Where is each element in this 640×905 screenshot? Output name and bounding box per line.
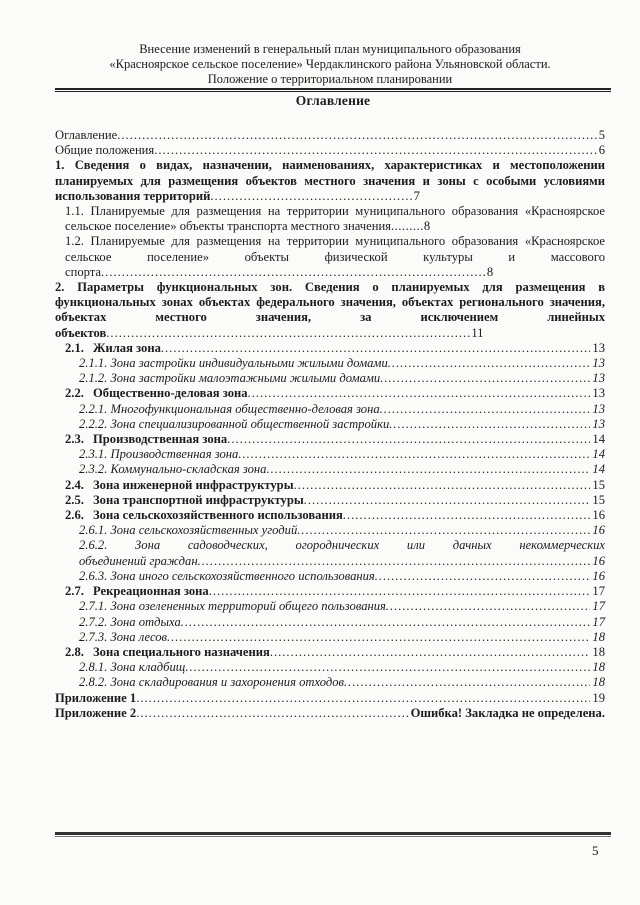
- page-number: 5: [592, 843, 599, 858]
- toc-entry-page: 13: [592, 371, 605, 386]
- toc-entry-number: 2.1.2.: [79, 371, 108, 386]
- toc-entry-page: 18: [592, 660, 605, 675]
- toc-entry-page: 14: [592, 447, 605, 462]
- toc-entry-section-2[interactable]: 2. Параметры функциональных зон. Сведения о планируемых для размещения в функциональных зонах объектах федерального значения, объектах регионального значения, объектах местного значения, за исключением линейных объектов........................................................................................11: [55, 280, 605, 340]
- toc-entry-number: 2.8.1.: [79, 660, 108, 675]
- toc-entry-number: 2.2.: [65, 386, 84, 401]
- toc-entry-text: Многофункциональная общественно-деловая зона: [110, 401, 380, 416]
- toc-entry-page: 18: [592, 629, 605, 644]
- toc-entry-1-1[interactable]: 1.1. Планируемые для размещения на территории муниципального образования «Красноярское сельское поселение» объекты транспорта местного значения.........8: [65, 204, 605, 234]
- toc-entry-page: 8: [423, 219, 431, 234]
- toc-entry-number: 2.7.3.: [79, 629, 108, 644]
- toc-entry-text-line2: объединений граждан: [79, 553, 198, 568]
- toc-entry-1-2[interactable]: 1.2. Планируемые для размещения на территории муниципального образования «Красноярское сельское поселение» объекты физической культуры и массового спорта.............................................................................................8: [65, 234, 605, 279]
- header-line-3: Положение о территориальном планировании: [207, 72, 453, 86]
- toc-entry-number: 2.1.1.: [79, 356, 108, 371]
- toc-entry-number: 2.2.1.: [79, 401, 108, 416]
- toc-entry-text: Коммунально-складская зона: [110, 462, 267, 477]
- toc-entry-text: Рекреационная зона: [93, 584, 209, 599]
- toc-entry-number: 2.5.: [65, 492, 84, 507]
- toc-entry[interactable]: [55, 615, 605, 630]
- toc-entry[interactable]: [55, 660, 605, 675]
- toc-entry-page: 13: [592, 401, 605, 416]
- toc-entry-text-line1: 2.6.2. Зона садоводческих, огороднических или дачных некоммерческих: [79, 538, 605, 553]
- toc-entry-page: 13: [592, 356, 605, 371]
- toc-entry[interactable]: [55, 432, 605, 447]
- table-of-contents: [55, 128, 605, 721]
- toc-entry-page: 16: [592, 523, 605, 538]
- toc-entry-text: Производственная зона: [110, 447, 239, 462]
- footer-rule: [55, 832, 611, 835]
- toc-entry-text: 2. Параметры функциональных зон. Сведения о планируемых для размещения в функциональных зонах объектах федерального значения, объектах регионального значения, объектах местного значения, за исключением линейных объектов: [55, 280, 605, 340]
- toc-entry-text: Зона транспортной инфраструктуры: [93, 492, 304, 507]
- toc-entry[interactable]: [55, 128, 605, 143]
- toc-entry-text: Общие положения: [55, 143, 155, 158]
- toc-entry-text: Зона сельскохозяйственного использования: [93, 508, 343, 523]
- toc-entry[interactable]: [55, 143, 605, 158]
- toc-entry-text: 1. Сведения о видах, назначении, наименованиях, характеристиках и местоположении планируемых для размещения объектов местного значения и зоны с особыми условиями использования территорий: [55, 158, 605, 203]
- header-line-2: «Красноярское сельское поселение» Чердаклинского района Ульяновской области.: [109, 57, 551, 71]
- toc-entry-page: 13: [592, 386, 605, 401]
- toc-entry-section-1[interactable]: 1. Сведения о видах, назначении, наименованиях, характеристиках и местоположении планируемых для размещения объектов местного значения и зоны с особыми условиями использования территорий.................................................7: [55, 158, 605, 203]
- toc-entry-number: 2.3.2.: [79, 462, 108, 477]
- toc-entry[interactable]: [55, 478, 605, 493]
- toc-entry[interactable]: [55, 402, 605, 417]
- toc-entry[interactable]: [55, 630, 605, 645]
- toc-entry-text: Зона застройки индивидуальными жилыми домами: [110, 356, 388, 371]
- toc-entry-appendix-2[interactable]: [55, 706, 605, 721]
- toc-entry[interactable]: [55, 462, 605, 477]
- toc-entry[interactable]: [55, 356, 605, 371]
- toc-entry[interactable]: [55, 341, 605, 356]
- toc-entry-page: 16: [592, 568, 605, 583]
- toc-entry-text: Зона инженерной инфраструктуры: [93, 477, 294, 492]
- toc-entry[interactable]: [55, 584, 605, 599]
- toc-entry[interactable]: [55, 569, 605, 584]
- toc-entry-page: 14: [592, 432, 605, 447]
- toc-entry[interactable]: [55, 538, 605, 568]
- toc-entry-text: Зона специального назначения: [93, 644, 270, 659]
- toc-entry-number: 2.6.3.: [79, 568, 108, 583]
- toc-entry[interactable]: [55, 599, 605, 614]
- toc-entry[interactable]: [55, 447, 605, 462]
- toc-entry-page: 8: [486, 264, 494, 279]
- toc-entry-page: 15: [592, 492, 605, 507]
- toc-entry-page: 17: [592, 614, 605, 629]
- toc-entry-number: 2.7.1.: [79, 599, 108, 614]
- header-rule-thin: [55, 91, 611, 92]
- toc-entry[interactable]: [55, 386, 605, 401]
- toc-entry-page: 19: [592, 690, 605, 705]
- toc-entry-appendix-1[interactable]: [55, 691, 605, 706]
- toc-entry-page: 16: [592, 553, 605, 568]
- toc-entry[interactable]: [55, 371, 605, 386]
- toc-entry-number: 2.8.: [65, 644, 84, 659]
- toc-entry[interactable]: [55, 493, 605, 508]
- toc-entry-number: 2.3.: [65, 432, 84, 447]
- toc-entry-number: 2.7.: [65, 584, 84, 599]
- toc-entry-page: 17: [592, 599, 605, 614]
- toc-entry-text: Зона лесов: [110, 629, 167, 644]
- toc-entry-text: Производственная зона: [93, 432, 228, 447]
- toc-entry-text: Приложение 1: [55, 690, 137, 705]
- toc-entry-text: Зона складирования и захоронения отходов: [110, 675, 345, 690]
- header-line-1: Внесение изменений в генеральный план муниципального образования: [139, 42, 521, 56]
- toc-entry-page: 13: [592, 340, 605, 355]
- toc-entry-text: Зона сельскохозяйственных угодий: [110, 523, 298, 538]
- toc-entry-text: Зона отдыха: [110, 614, 181, 629]
- toc-entry-number: 2.2.2.: [79, 416, 108, 431]
- toc-entry-page: 6: [598, 143, 605, 158]
- toc-entry-text: Зона озелененных территорий общего пользования: [110, 599, 386, 614]
- toc-entry-text: Общественно-деловая зона: [93, 386, 248, 401]
- toc-entry-page: 7: [413, 188, 420, 203]
- toc-entry-number: 2.7.2.: [79, 614, 108, 629]
- footer-rule-thin: [55, 836, 611, 837]
- toc-entry-text: Зона специализированной общественной застройки: [110, 416, 390, 431]
- toc-title: Оглавление: [295, 93, 371, 108]
- toc-entry[interactable]: [55, 645, 605, 660]
- toc-entry-number: 2.6.1.: [79, 523, 108, 538]
- toc-entry-text: Зона иного сельскохозяйственного использования: [110, 568, 375, 583]
- toc-entry-text: Зона кладбищ: [110, 660, 186, 675]
- toc-entry-number: 2.8.2.: [79, 675, 108, 690]
- toc-entry-page: 11: [471, 325, 484, 340]
- toc-entry-number: 2.1.: [65, 340, 84, 355]
- toc-entry-page: 16: [592, 508, 605, 523]
- document-header: [60, 42, 600, 87]
- toc-entry-number: 2.3.1.: [79, 447, 108, 462]
- toc-entry-text: Приложение 2: [55, 705, 137, 720]
- toc-entry-page: 14: [592, 462, 605, 477]
- toc-entry[interactable]: [55, 508, 605, 523]
- toc-entry-page-error: Ошибка! Закладка не определена.: [410, 705, 605, 720]
- toc-entry[interactable]: [55, 417, 605, 432]
- toc-entry-page: 13: [592, 416, 605, 431]
- toc-entry-page: 17: [592, 584, 605, 599]
- toc-entry-text: Зона застройки малоэтажными жилыми домами: [110, 371, 381, 386]
- toc-entry-text: Оглавление: [55, 128, 118, 142]
- toc-entry[interactable]: [55, 523, 605, 538]
- toc-entry-text: Жилая зона: [93, 340, 161, 355]
- toc-entry-page: 18: [592, 644, 605, 659]
- toc-entry-page: 18: [592, 675, 605, 690]
- toc-entry-text: 1.1. Планируемые для размещения на территории муниципального образования «Красноярское сельское поселение» объекты транспорта местного значения: [65, 204, 605, 234]
- header-rule: [55, 88, 611, 90]
- toc-entry-page: 5: [598, 128, 605, 142]
- toc-entry-page: 15: [592, 477, 605, 492]
- toc-entry-text: 1.2. Планируемые для размещения на территории муниципального образования «Красноярское сельское поселение» объекты физической культуры и массового спорта: [65, 234, 605, 279]
- toc-entry[interactable]: [55, 675, 605, 690]
- toc-entry-number: 2.4.: [65, 477, 84, 492]
- toc-entry-number: 2.6.: [65, 508, 84, 523]
